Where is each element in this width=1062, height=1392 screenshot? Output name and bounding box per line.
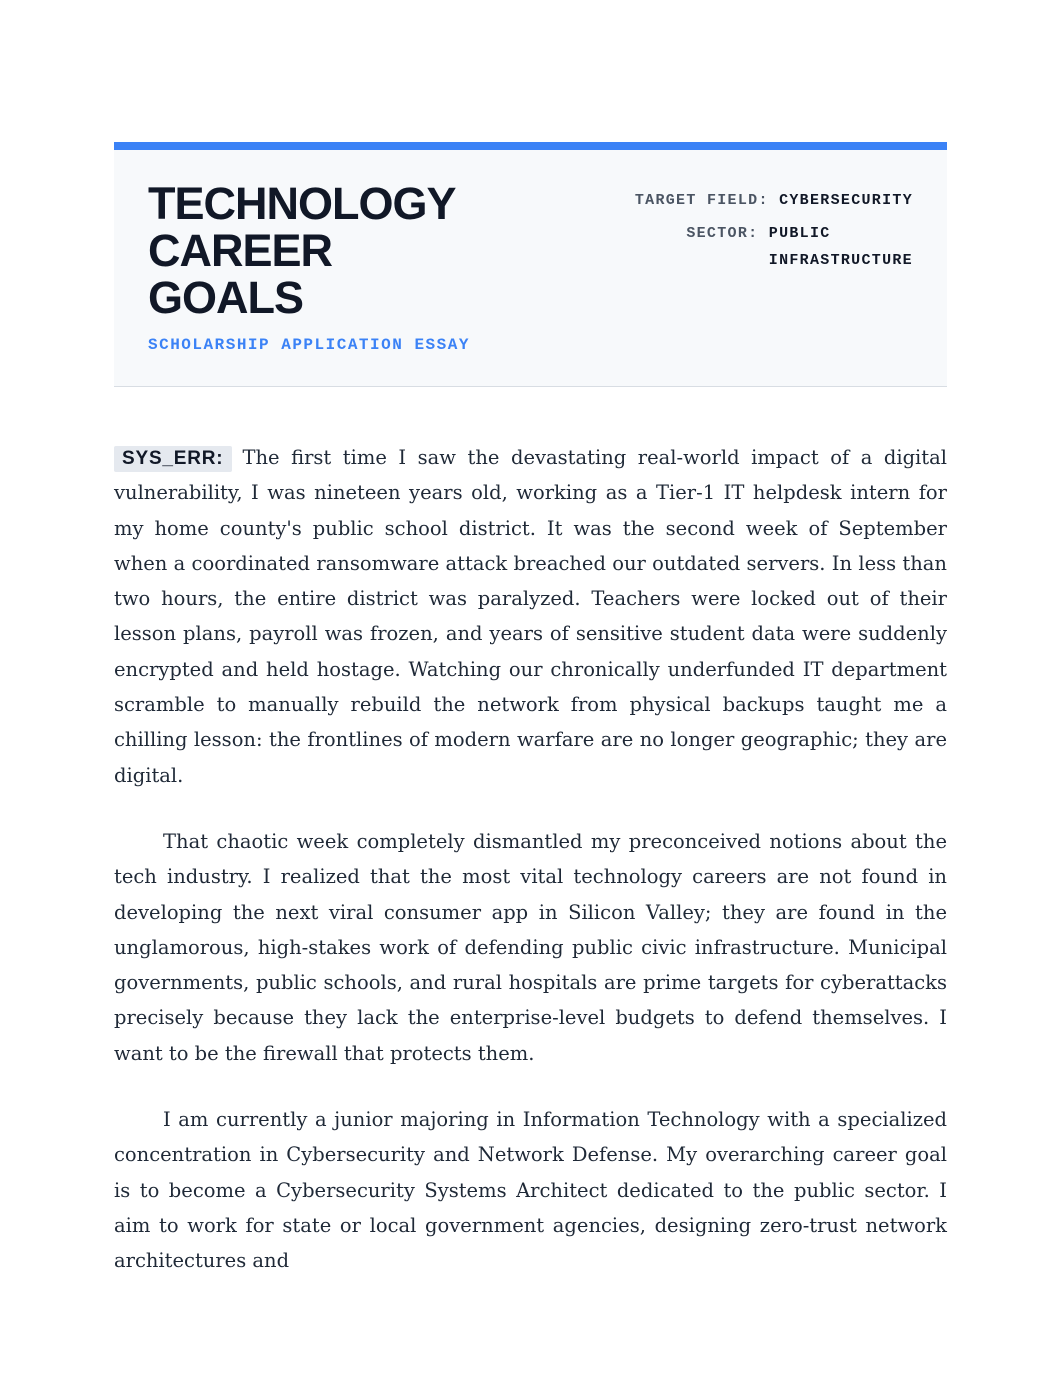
header-card <box>114 142 947 387</box>
title-line: GOALS <box>148 272 304 323</box>
title-line: CAREER <box>148 225 333 276</box>
paragraph-text: The first time I saw the devastating real-world impact of a digital vulnerability, I was nineteen years old, working as a Tier-1 IT helpdesk intern for my home county's public school district. It was the second week of September when a coordinated ransomware attack breached our outdated servers. In less than two hours, the entire district was paralyzed. Teachers were locked out of their lesson plans, payroll was frozen, and years of sensitive student data were suddenly encrypted and held hostage. Watching our chronically underfunded IT department scramble to manually rebuild the network from physical backups taught me a chilling lesson: the frontlines of modern warfare are no longer geographic; they are digital. <box>114 446 947 787</box>
title-line: TECHNOLOGY <box>148 178 456 229</box>
essay-paragraph <box>114 1102 947 1278</box>
sector-line <box>635 220 913 274</box>
target-field-label: TARGET FIELD: <box>634 192 769 209</box>
sector-value-line: PUBLIC <box>768 225 831 242</box>
target-field-line <box>635 187 913 214</box>
page-subtitle: SCHOLARSHIP APPLICATION ESSAY <box>148 336 470 354</box>
essay-paragraph <box>114 440 947 793</box>
sector-value <box>769 220 913 274</box>
meta-block <box>635 187 913 274</box>
paragraph-text: I am currently a junior majoring in Information Technology with a specialized concentration in Cybersecurity and Network Defense. My overarching career goal is to become a Cybersecurity Systems Architect dedicated to the public sector. I aim to work for state or local government agencies, designing zero-trust network architectures and <box>114 1108 947 1273</box>
target-field-value: CYBERSECURITY <box>779 192 913 209</box>
essay-page <box>114 142 947 1310</box>
page-title <box>148 180 478 321</box>
paragraph-text: That chaotic week completely dismantled my preconceived notions about the tech industry. I realized that the most vital technology careers are not found in developing the next viral consumer app in Silicon Valley; they are found in the unglamorous, high-stakes work of defending public civic infrastructure. Municipal governments, public schools, and rural hospitals are prime targets for cyberattacks precisely because they lack the enterprise-level budgets to defend themselves. I want to be the firewall that protects them. <box>114 829 947 1065</box>
essay-paragraph <box>114 824 947 1071</box>
sys-err-tag: SYS_ERR: <box>114 446 232 472</box>
sector-label: SECTOR: <box>686 225 759 242</box>
essay-body <box>114 440 947 1279</box>
sector-value-line: INFRASTRUCTURE <box>768 252 913 269</box>
